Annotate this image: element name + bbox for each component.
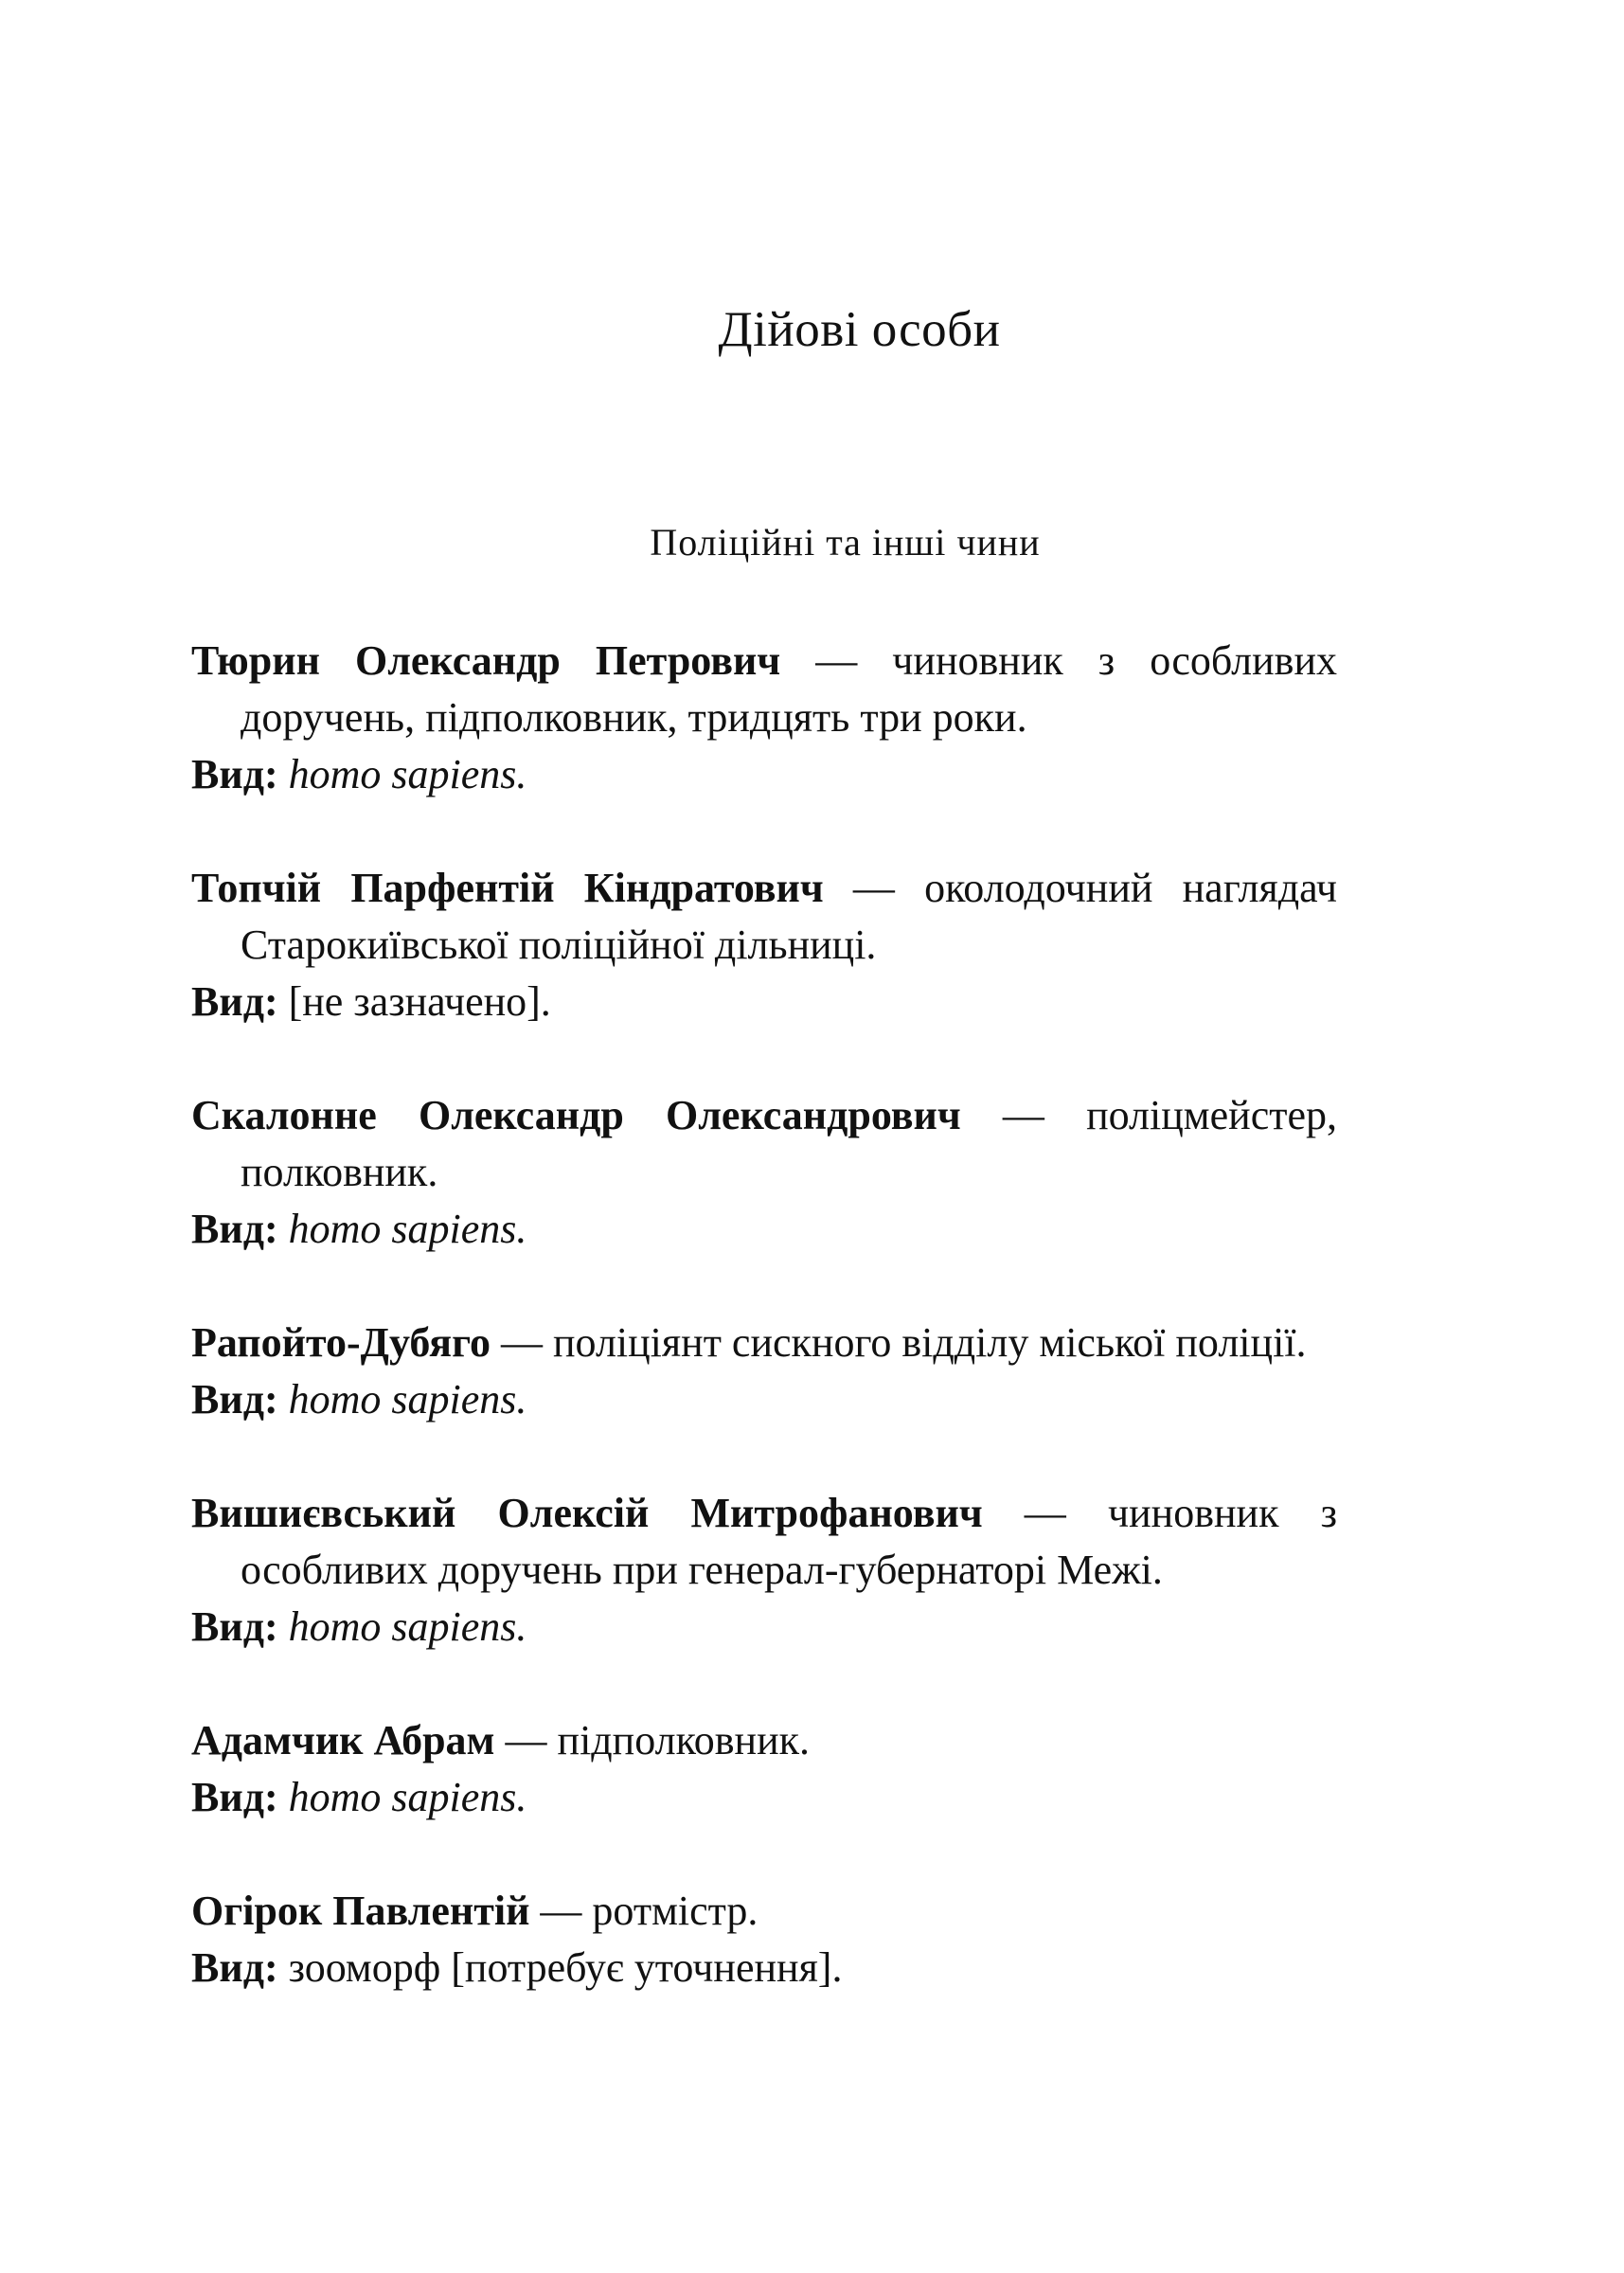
species-line (191, 974, 1337, 1030)
species-line (191, 746, 1337, 803)
species-line (191, 1940, 1337, 1996)
character-name: Тюрин Олександр Петрович (191, 637, 781, 684)
species-value: homo sapiens. (288, 1603, 527, 1650)
character-description: — околодочний наглядач Старокиївської поліційної дільниці. (241, 865, 1337, 968)
character-description: — чиновник з особливих доручень при генерал-губернаторі Межі. (241, 1490, 1337, 1593)
character-description-line (191, 860, 1337, 974)
character-name: Огірок Павлентій (191, 1888, 530, 1934)
species-label: Вид: (191, 1944, 278, 1991)
character-description: — підполковник. (494, 1717, 810, 1763)
character-description-line (191, 1712, 1337, 1769)
character-description: — поліцмейстер, полковник. (241, 1092, 1337, 1195)
species-value: homo sapiens. (288, 1376, 527, 1423)
character-list (191, 633, 1337, 2053)
species-value: [не зазначено]. (288, 978, 551, 1025)
species-label: Вид: (191, 1603, 278, 1650)
species-label: Вид: (191, 751, 278, 797)
character-entry (191, 1712, 1337, 1826)
character-entry (191, 1883, 1337, 1996)
character-name: Адамчик Абрам (191, 1717, 495, 1763)
character-name: Топчій Парфентій Кіндратович (191, 865, 824, 911)
character-name: Скалонне Олександр Олександрович (191, 1092, 961, 1138)
section-heading: Поліційні та інші чини (650, 521, 1041, 564)
species-line (191, 1371, 1337, 1428)
character-entry (191, 1485, 1337, 1656)
character-description-line (191, 633, 1337, 746)
species-value: homo sapiens. (288, 1206, 527, 1252)
character-entry (191, 860, 1337, 1030)
species-value: homo sapiens. (288, 751, 527, 797)
page-title: Дійові особи (718, 302, 1001, 357)
species-line (191, 1769, 1337, 1826)
character-entry (191, 1315, 1337, 1428)
character-description: — ротмістр. (529, 1888, 758, 1934)
character-description-line (191, 1485, 1337, 1599)
species-value: homo sapiens. (288, 1774, 527, 1820)
character-description-line (191, 1883, 1337, 1940)
species-line (191, 1201, 1337, 1258)
character-description-line (191, 1315, 1337, 1371)
character-description: — поліціянт сискного відділу міської поліції. (490, 1319, 1307, 1366)
character-name: Вишиєвський Олексій Митрофанович (191, 1490, 983, 1536)
species-value: зооморф [потребує уточнення]. (288, 1944, 843, 1991)
species-label: Вид: (191, 978, 278, 1025)
character-name: Рапойто-Дубяго (191, 1319, 491, 1366)
character-description-line (191, 1087, 1337, 1201)
species-line (191, 1599, 1337, 1656)
species-label: Вид: (191, 1376, 278, 1423)
character-entry (191, 1087, 1337, 1258)
character-entry (191, 633, 1337, 803)
species-label: Вид: (191, 1774, 278, 1820)
character-description: — чиновник з особливих доручень, підполковник, тридцять три роки. (241, 637, 1337, 741)
species-label: Вид: (191, 1206, 278, 1252)
